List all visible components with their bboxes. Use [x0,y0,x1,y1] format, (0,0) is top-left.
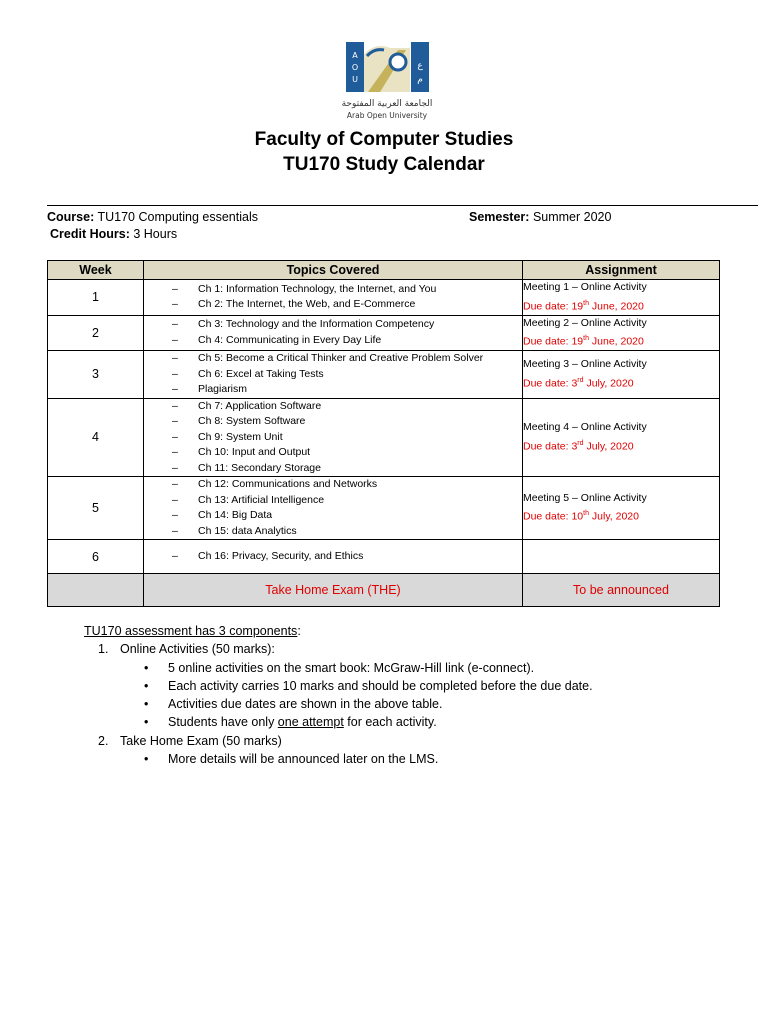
semester-label: Semester: [469,210,530,224]
due-date: Due date: 10th July, 2020 [523,510,639,523]
svg-text:Arab Open University: Arab Open University [346,111,428,120]
topics-cell [144,540,523,574]
week-number: 3 [48,351,144,399]
topic-item: – Ch 4: Communicating in Every Day Life [172,333,382,346]
credit-label: Credit Hours: [50,227,130,241]
table-row [48,540,720,574]
course-info [47,209,258,225]
calendar-title: TU170 Study Calendar [283,154,485,175]
aou-emblem-icon [340,38,435,124]
list-item: • Each activity carries 10 marks and should be completed before the due date. [144,678,593,693]
topic-item: – Ch 14: Big Data [172,509,273,521]
table-row [48,398,720,477]
faculty-title: Faculty of Computer Studies [254,129,514,150]
topics-cell [144,351,523,399]
exam-empty-cell [48,574,144,607]
week-number: 6 [48,540,144,574]
topic-item: – Ch 1: Information Technology, the Internet, and You [172,282,437,295]
topic-item: – Ch 3: Technology and the Information Competency [172,318,435,331]
assessment-item-1: 1. Online Activities (50 marks): [98,642,275,657]
topic-item: – Ch 5: Become a Critical Thinker and Creative Problem Solver [172,352,484,364]
topics-cell [144,477,523,540]
topics-cell [144,315,523,351]
topic-item: – Ch 16: Privacy, Security, and Ethics [172,549,364,562]
topic-item: – Ch 9: System Unit [172,430,283,443]
topic-item: – Ch 12: Communications and Networks [172,478,378,490]
due-date: Due date: 19th June, 2020 [523,299,644,312]
exam-row [48,574,720,607]
study-calendar-table [47,260,720,607]
week-number: 2 [48,315,144,351]
semester-value: Summer 2020 [532,210,612,224]
svg-text:م: م [417,75,423,85]
topics-cell [144,398,523,477]
exam-date: To be announced [523,574,720,607]
assignment-cell [523,477,720,540]
course-value: TU170 Computing essentials [97,210,258,224]
list-item: • More details will be announced later on the LMS. [144,752,439,767]
due-date: Due date: 19th June, 2020 [523,335,644,348]
meeting-label: Meeting 3 – Online Activity [523,358,647,370]
svg-text:O: O [351,63,359,72]
topic-item: – Ch 8: System Software [172,415,306,427]
assignment-cell [523,540,720,574]
svg-text:ع: ع [417,61,423,71]
meeting-label: Meeting 1 – Online Activity [523,281,647,293]
topic-item: – Ch 7: Application Software [172,399,322,412]
topic-item: – Ch 6: Excel at Taking Tests [172,367,324,380]
due-date: Due date: 3rd July, 2020 [523,439,634,452]
topics-cell [144,280,523,316]
topic-item: – Plagiarism [172,383,248,395]
week-number: 4 [48,398,144,477]
credit-value: 3 Hours [133,227,178,241]
assessment-item-1-bullets [84,659,593,732]
assessment-heading: TU170 assessment has 3 components: [84,624,301,638]
assessment-item-2-bullets [84,750,593,768]
header-topics: Topics Covered [144,261,523,280]
assessment-item-2: 2. Take Home Exam (50 marks) [98,733,282,748]
table-header-row [48,261,720,280]
meeting-label: Meeting 4 – Online Activity [523,421,647,433]
topic-item: – Ch 11: Secondary Storage [172,461,321,474]
semester-info [469,209,611,225]
exam-label: Take Home Exam (THE) [144,574,523,607]
header-week: Week [48,261,144,280]
table-row [48,351,720,399]
assignment-cell [523,351,720,399]
topic-item: – Ch 15: data Analytics [172,524,297,537]
week-number: 1 [48,280,144,316]
university-logo [340,38,435,124]
week-number: 5 [48,477,144,540]
topic-item: – Ch 10: Input and Output [172,446,311,458]
due-date: Due date: 3rd July, 2020 [523,376,634,389]
meeting-label: Meeting 2 – Online Activity [523,316,647,329]
list-item: • 5 online activities on the smart book: McGraw-Hill link (e-connect). [144,660,535,675]
assignment-cell [523,280,720,316]
svg-text:A: A [352,51,358,60]
svg-text:U: U [352,75,358,84]
list-item: • Activities due dates are shown in the above table. [144,697,443,712]
table-row [48,315,720,351]
table-row [48,280,720,316]
topic-item: – Ch 13: Artificial Intelligence [172,493,325,506]
meeting-label: Meeting 5 – Online Activity [523,491,647,504]
header-divider [47,205,758,206]
table-row [48,477,720,540]
document-title [0,127,768,177]
svg-text:الجامعة العربية المفتوحة: الجامعة العربية المفتوحة [341,99,433,109]
assessment-section [84,622,593,768]
course-label: Course: [47,210,95,224]
assignment-cell [523,315,720,351]
list-item: • Students have only one attempt for each activity. [144,715,437,730]
topic-item: – Ch 2: The Internet, the Web, and E-Commerce [172,298,416,311]
credit-hours-info [50,226,177,242]
assignment-cell [523,398,720,477]
header-assignment: Assignment [523,261,720,280]
